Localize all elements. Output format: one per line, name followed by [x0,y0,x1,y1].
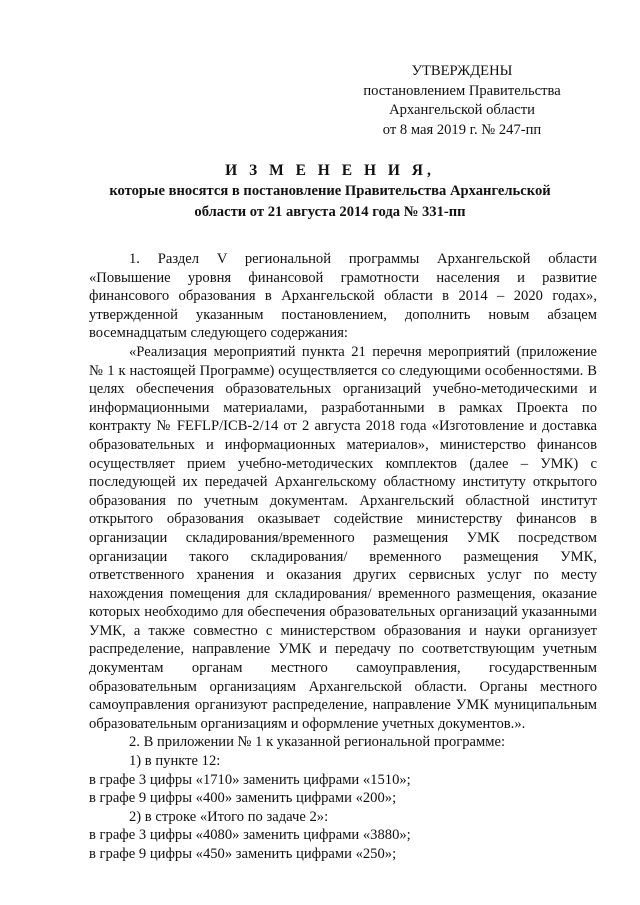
document-title [70,160,590,223]
approval-line: Архангельской области [389,102,535,118]
approval-heading: УТВЕРЖДЕНЫ [411,63,513,79]
paragraph-2: «Реализация мероприятий пункта 21 перечня мероприятий (приложение № 1 к настоящей Программе) осуществляется со следующими особенностями. В целях обеспечения образовательных организаций учебно-методическими и информационными материалами, разработанными в рамках Проекта по контракту № FEFLP/ICB-2/14 от 2 августа 2018 года «Изготовление и доставка образовательных и информационных материалов», министерство финансов осуществляет прием учебно-методических комплектов (далее – УМК) с последующей их передачей Архангельскому областному институту открытого образования по учетным документам. Архангельский областной институт открытого образования оказывает содействие министерству финансов в организации складирования/временного размещения УМК посредством организации такого складирования/ временного размещения УМК, ответственного хранения и оказания других сервисных услуг по месту нахождения помещения для складирования/ временного размещения, оказание которых необходимо для обеспечения образовательных организаций указанными УМК, а также совместно с министерством образования и науки организует распределение, направление УМК и передачу по соответствующим учетным документам органам местного самоуправления, государственным образовательным организациям Архангельской области. Органы местного самоуправления организуют распределение, направление УМК муниципальным образовательным организациям и оформление учетных документов.». [89,343,597,732]
paragraph-9: в графе 9 цифры «450» заменить цифрами «250»; [89,846,397,862]
approval-line: постановлением Правительства [363,82,561,99]
title-heading: И З М Е Н Е Н И Я, [225,162,435,179]
document-body [89,250,597,864]
approval-date: от 8 мая 2019 г. № 247-пп [382,121,542,138]
approval-block [342,62,582,140]
title-subheading: области от 21 августа 2014 года № 331-пп [194,204,466,220]
title-subheading: которые вносятся в постановление Правительства Архангельской [109,183,551,199]
paragraph-3: 2. В приложении № 1 к указанной региональной программе: [129,734,506,751]
paragraph-8: в графе 3 цифры «4080» заменить цифрами «3880»; [89,827,411,844]
paragraph-4: 1) в пункте 12: [129,753,221,770]
paragraph-1: 1. Раздел V региональной программы Архангельской области «Повышение уровня финансовой грамотности населения и развитие финансового образования в Архангельской области в 2014 – 2020 годах», утвержденной указанным постановлением, дополнить новым абзацем восемнадцатым следующего содержания: [89,251,597,342]
paragraph-5: в графе 3 цифры «1710» заменить цифрами «1510»; [89,771,411,788]
paragraph-6: в графе 9 цифры «400» заменить цифрами «200»; [89,790,397,807]
paragraph-7: 2) в строке «Итого по задаче 2»: [129,808,329,825]
